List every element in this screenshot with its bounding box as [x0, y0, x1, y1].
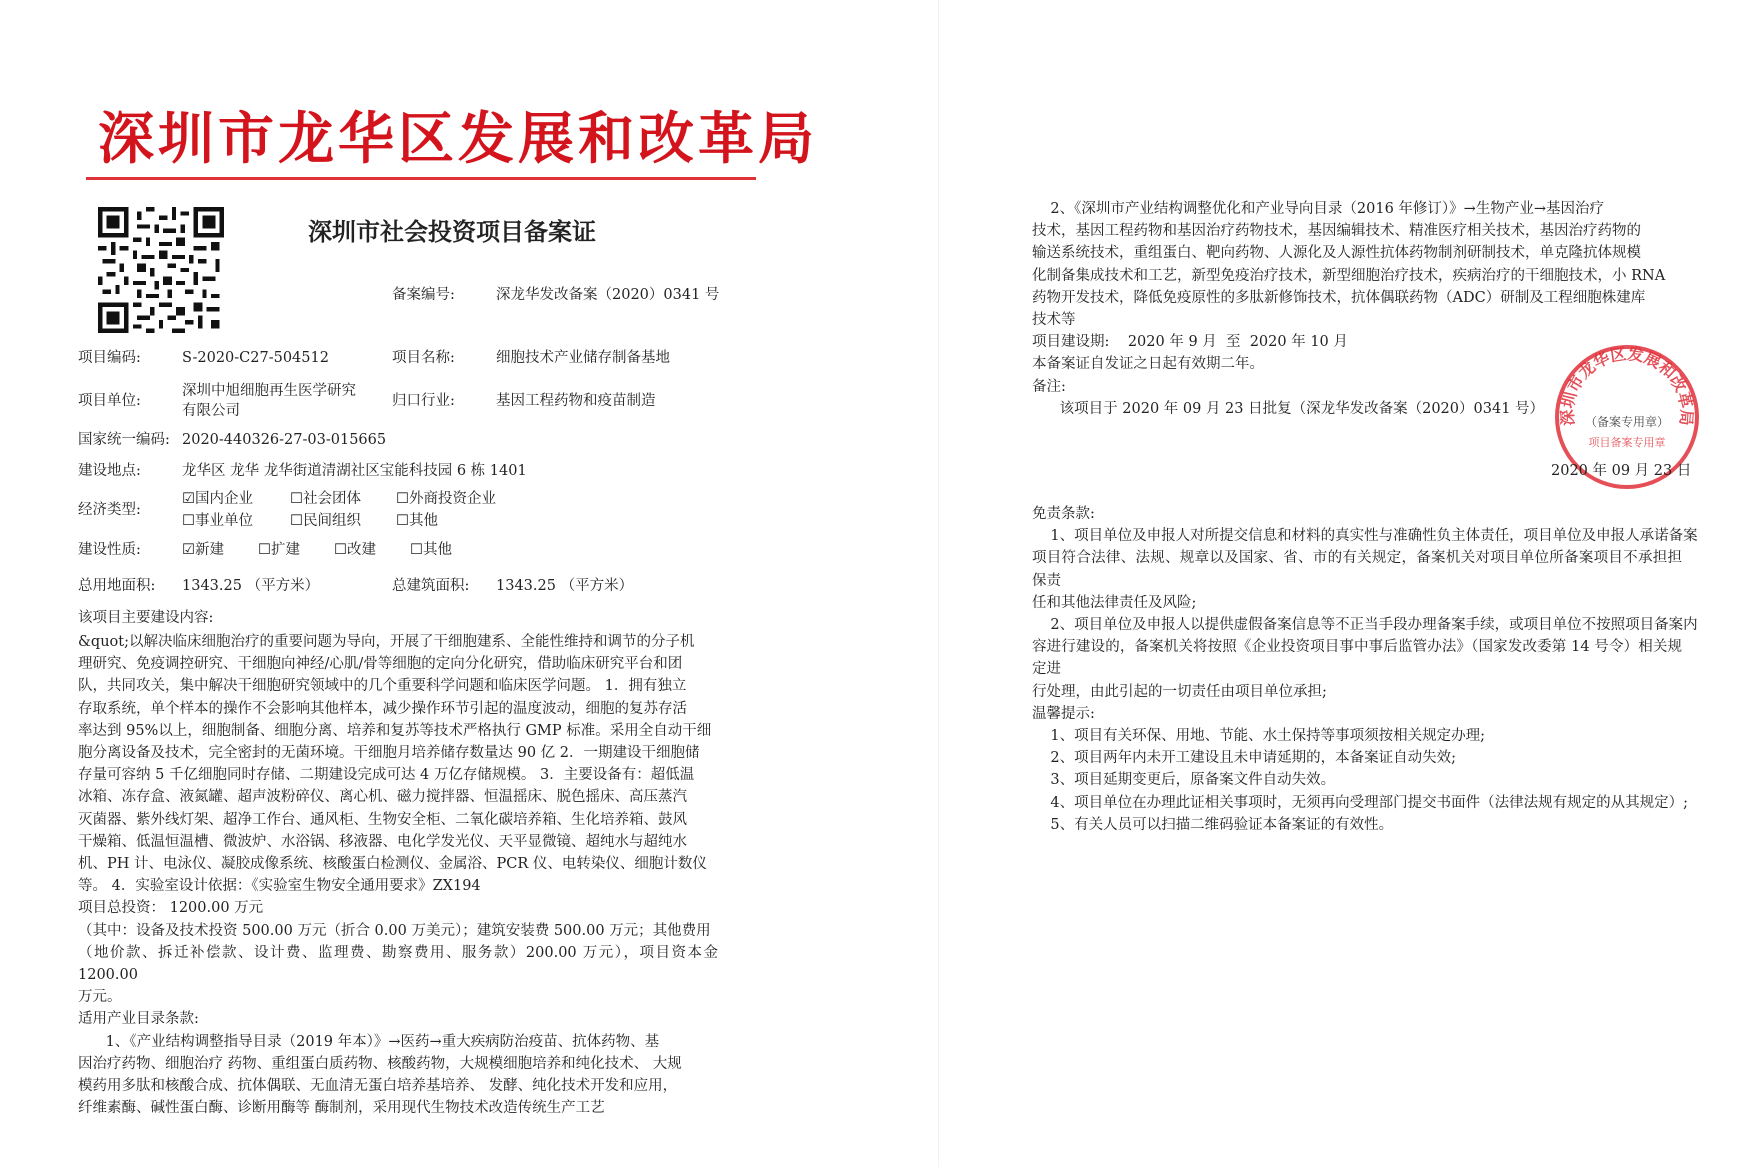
main-content-line: 率达到 95%以上，细胞制备、细胞分离、培养和复苏等技术严格执行 GMP 标准。采用全自动干细	[78, 722, 712, 739]
national-code-label: 国家统一编码:	[78, 432, 170, 448]
industry-value: 基因工程药物和疫苗制造	[496, 393, 656, 409]
nature-option-expand: ☐扩建	[258, 542, 300, 558]
disclaimer-line: 容进行建设的，备案机关将按照《企业投资项目事中事后监管办法》（国家发改委第 14 号令）相关规定进	[1032, 639, 1682, 678]
econ-option-foreign: ☐外商投资企业	[396, 491, 496, 507]
econ-option-civil: ☐民间组织	[290, 513, 361, 529]
catalog2-line: 药物开发技术，降低免疫原性的多肽新修饰技术，抗体偶联药物（ADC）研制及工程细胞株建库	[1032, 289, 1646, 306]
qr-code-icon	[90, 207, 232, 333]
disclaimer-line: 1、项目单位及申报人对所提交信息和材料的真实性与准确性负主体责任，项目单位及申报人承诺备案	[1032, 528, 1698, 545]
catalog2-line: 技术，基因工程药物和基因治疗药物技术，基因编辑技术、精准医疗相关技术，基因治疗药物的	[1032, 223, 1641, 240]
catalog2-line: 化制备集成技术和工艺，新型免疫治疗技术，新型细胞治疗技术，疾病治疗的干细胞技术，小 RNA	[1032, 267, 1666, 284]
nature-option-new: ☑新建	[182, 542, 224, 558]
page-divider	[938, 0, 939, 1167]
econ-option-institution: ☐事业单位	[182, 513, 253, 529]
remarks-value: 该项目于 2020 年 09 月 23 日批复（深龙华发改备案（2020）0341 号）	[1032, 400, 1545, 417]
econ-option-domestic: ☑国内企业	[182, 491, 253, 507]
main-content-line: 队，共同攻关，集中解决干细胞研究领域中的几个重要科学问题和临床医学问题。 1．拥有独立	[78, 678, 687, 695]
catalog2-line: 2、《深圳市产业结构调整优化和产业导向目录（2016 年修订）》→生物产业→基因治疗	[1032, 201, 1604, 217]
tips-heading: 温馨提示:	[1032, 705, 1095, 722]
investment-line: （地价款、拆迁补偿款、设计费、监理费、勘察费用、服务款）200.00 万元），项目资本金 1200.00	[78, 944, 718, 984]
svg-text:（备案专用章）: （备案专用章）	[1584, 415, 1670, 429]
location-label: 建设地点:	[78, 463, 141, 479]
main-content-line: 干燥箱、低温恒温槽、微波炉、水浴锅、移液器、电化学发光仪、天平显微镜、超纯水与超纯水	[78, 833, 687, 850]
validity-note: 本备案证自发证之日起有效期二年。	[1032, 356, 1264, 373]
catalog-line: 纤维素酶、碱性蛋白酶、诊断用酶等 酶制剂，采用现代生物技术改造传统生产工艺	[78, 1100, 605, 1117]
unit-value-line2: 有限公司	[182, 403, 240, 419]
tip-line: 3、项目延期变更后，原备案文件自动失效。	[1032, 772, 1336, 789]
svg-text:深圳市龙华区发展和改革局: 深圳市龙华区发展和改革局	[1557, 344, 1697, 427]
nature-option-other: ☐其他	[410, 542, 452, 558]
construction-period: 项目建设期: 2020 年 9 月 至 2020 年 10 月	[1032, 334, 1348, 351]
project-code-label: 项目编码:	[78, 350, 141, 366]
national-code-value: 2020-440326-27-03-015665	[182, 432, 387, 448]
catalog-line: 因治疗药物、细胞治疗 药物、重组蛋白质药物、核酸药物，大规模细胞培养和纯化技术、 大规	[78, 1055, 682, 1072]
header-rule	[86, 177, 756, 180]
build-area-label: 总建筑面积:	[392, 578, 470, 594]
catalog-heading: 适用产业目录条款:	[78, 1011, 199, 1028]
catalog2-line: 技术等	[1032, 312, 1076, 329]
main-content-line: 机、PH 计、电泳仪、凝胶成像系统、核酸蛋白检测仪、金属浴、PCR 仪、电转染仪、细胞计数仪	[78, 856, 707, 873]
bureau-title: 深圳市龙华区发展和改革局	[98, 106, 818, 172]
land-area-value: 1343.25 （平方米）	[182, 578, 320, 594]
econ-option-social: ☐社会团体	[290, 491, 361, 507]
remarks-label: 备注:	[1032, 378, 1066, 395]
disclaimer-heading: 免责条款:	[1032, 506, 1095, 522]
econ-option-other: ☐其他	[396, 513, 438, 529]
disclaimer-body	[1032, 503, 1698, 836]
project-name-label: 项目名称:	[392, 350, 455, 366]
tip-line: 1、项目有关环保、用地、节能、水土保持等事项须按相关规定办理;	[1032, 728, 1486, 745]
svg-text:项目备案专用章: 项目备案专用章	[1588, 436, 1666, 449]
disclaimer-line: 2、项目单位及申报人以提供虚假备案信息等不正当手段办理备案手续，或项目单位不按照项目备案内	[1032, 617, 1698, 634]
main-content-line: 冰箱、冻存盒、液氮罐、超声波粉碎仪、离心机、磁力搅拌器、恒温摇床、脱色摇床、高压蒸汽	[78, 789, 687, 806]
issue-date: 2020 年 09 月 23 日	[1551, 463, 1692, 479]
main-content-line: 胞分离设备及技术，完全密封的无菌环境。干细胞月培养储存数量达 90 亿 2．一期建设干细胞储	[78, 745, 700, 762]
project-name-value: 细胞技术产业储存制备基地	[496, 350, 670, 366]
record-no-value: 深龙华发改备案（2020）0341 号	[496, 287, 720, 303]
main-content-line: 存量可容纳 5 千亿细胞同时存储、二期建设完成可达 4 万亿存储规模。 3．主要设备有：超低温	[78, 767, 695, 784]
main-content-line: 存取系统，单个样本的操作不会影响其他样本，减少操作环节引起的温度波动，细胞的复苏存活	[78, 700, 687, 717]
disclaimer-line: 任和其他法律责任及风险;	[1032, 594, 1197, 611]
main-content-line: 等。 4．实验室设计依据：《实验室生物安全通用要求》ZX194	[78, 878, 481, 895]
tip-line: 4、项目单位在办理此证相关事项时，无须再向受理部门提交书面件（法律法规有规定的从其规定）;	[1032, 794, 1689, 811]
main-content-line: 灭菌器、紫外线灯架、超净工作台、通风柜、生物安全柜、二氧化碳培养箱、生化培养箱、鼓风	[78, 811, 687, 828]
catalog2-line: 输送系统技术，重组蛋白、靶向药物、人源化及人源性抗体药物制剂研制技术，单克隆抗体规模	[1032, 245, 1641, 262]
industry-label: 归口行业:	[392, 393, 455, 409]
project-code-value: S-2020-C27-504512	[182, 350, 329, 366]
unit-value-line1: 深圳中旭细胞再生医学研究	[182, 383, 356, 399]
main-content-line: 理研究、免疫调控研究、干细胞向神经/心肌/骨等细胞的定向分化研究，借助临床研究平台和团	[78, 656, 683, 673]
tip-line: 2、项目两年内未开工建设且未申请延期的，本备案证自动失效;	[1032, 750, 1457, 767]
location-value: 龙华区 龙华 龙华街道清湖社区宝能科技园 6 栋 1401	[182, 463, 527, 479]
investment-line: 万元。	[78, 989, 122, 1006]
nature-option-rebuild: ☐改建	[334, 542, 376, 558]
main-content-heading: 该项目主要建设内容:	[78, 610, 214, 626]
investment-line: （其中：设备及技术投资 500.00 万元（折合 0.00 万美元）；建筑安装费 500.00 万元；其他费用	[78, 922, 711, 939]
investment-line: 项目总投资： 1200.00 万元	[78, 900, 264, 917]
catalog-line: 1、《产业结构调整指导目录（2019 年本）》→医药→重大疾病防治疫苗、抗体药物、基	[78, 1033, 660, 1050]
nature-label: 建设性质:	[78, 542, 141, 558]
econ-type-label: 经济类型:	[78, 502, 141, 518]
land-area-label: 总用地面积:	[78, 578, 156, 594]
certificate-title: 深圳市社会投资项目备案证	[308, 217, 596, 246]
record-no-label: 备案编号:	[392, 287, 455, 303]
main-content-line: &quot;以解决临床细胞治疗的重要问题为导向，开展了干细胞建系、全能性维持和调节的分子机	[78, 634, 695, 650]
unit-label: 项目单位:	[78, 393, 141, 409]
disclaimer-line: 行处理，由此引起的一切责任由项目单位承担;	[1032, 683, 1327, 700]
main-content-body	[78, 631, 718, 1119]
catalog-line: 模药用多肽和核酸合成、抗体偶联、无血清无蛋白培养基培养、 发酵、纯化技术开发和应用，	[78, 1078, 678, 1095]
disclaimer-line: 项目符合法律、法规、规章以及国家、省、市的有关规定，备案机关对项目单位所备案项目不承担担保责	[1032, 550, 1682, 589]
tip-line: 5、有关人员可以扫描二维码验证本备案证的有效性。	[1032, 816, 1394, 833]
build-area-value: 1343.25 （平方米）	[496, 578, 634, 594]
